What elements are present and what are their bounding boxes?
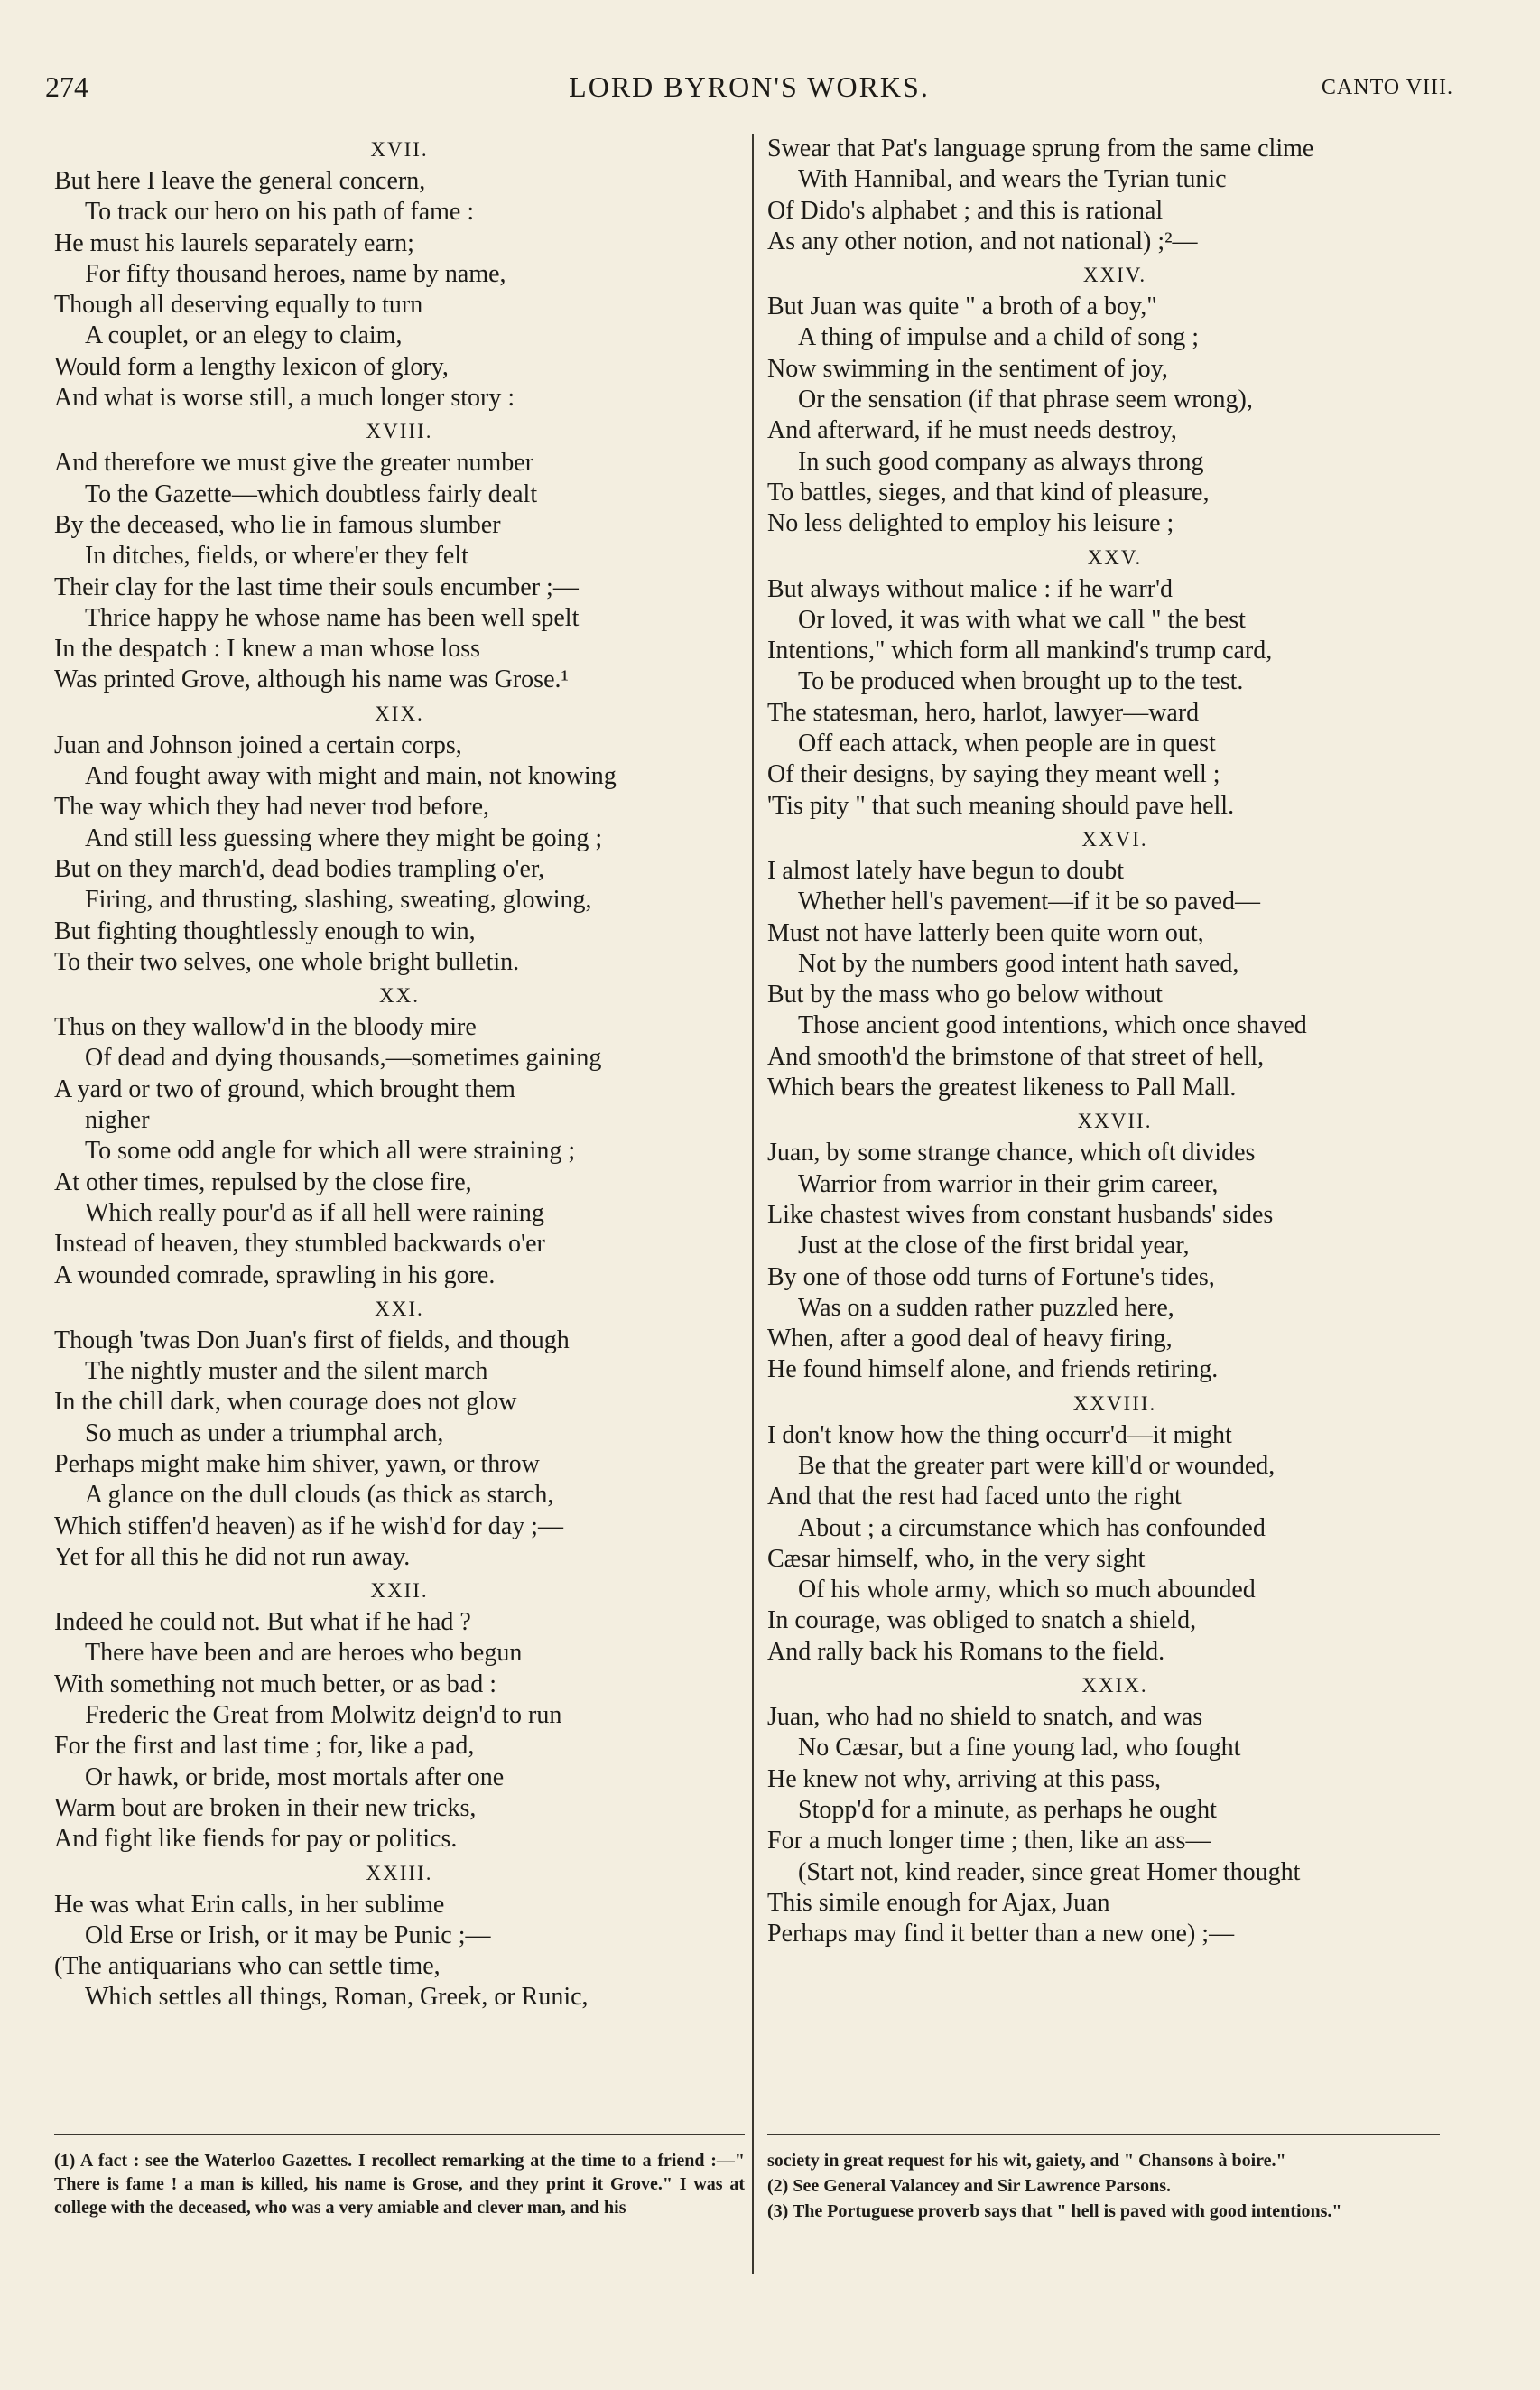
canto-label: CANTO VIII. <box>1321 76 1453 99</box>
verse-line: When, after a good deal of heavy firing, <box>767 1325 1173 1353</box>
footnotes-left <box>54 2149 745 2221</box>
verse-line: So much as under a triumphal arch, <box>85 1418 444 1447</box>
verse-line: He knew not why, arriving at this pass, <box>767 1764 1161 1793</box>
footnote-rule-right <box>767 2134 1440 2135</box>
stanza-number: XIX. <box>375 702 424 725</box>
verse-line: There have been and are heroes who begun <box>85 1639 523 1668</box>
stanza-number: XX. <box>379 984 420 1008</box>
footnote: (1) A fact : see the Waterloo Gazettes. I recollect remarking at the time to a friend :—" There is fame ! a man is killed, his name is Grose, and they print it Grove." I was at college with the deceased, who was a very amiable and clever man, and his <box>54 2151 745 2218</box>
verse-line: Of Dido's alphabet ; and this is rational <box>767 196 1164 225</box>
verse-line: He found himself alone, and friends retiring. <box>767 1355 1219 1384</box>
verse-line: Though 'twas Don Juan's first of fields, and though <box>54 1325 570 1354</box>
verse-line: 'Tis pity " that such meaning should pave hell. <box>767 791 1235 820</box>
verse-line: Of his whole army, which so much abounded <box>798 1576 1256 1604</box>
verse-line: Like chastest wives from constant husbands' sides <box>767 1200 1274 1229</box>
verse-line: Warm bout are broken in their new tricks, <box>54 1793 477 1822</box>
stanza-number: XXI. <box>375 1297 424 1320</box>
verse-line: To some odd angle for which all were straining ; <box>85 1137 576 1166</box>
page-number: 274 <box>45 70 88 103</box>
verse-line: Of dead and dying thousands,—sometimes gaining <box>85 1044 602 1073</box>
footnote: (3) The Portuguese proverb says that " hell is paved with good intentions." <box>767 2201 1342 2221</box>
verse-line: A couplet, or an elegy to claim, <box>85 321 403 350</box>
verse-line: At other times, repulsed by the close fire, <box>54 1167 472 1196</box>
footnote-rule-left <box>54 2134 745 2135</box>
verse-line: Or hawk, or bride, most mortals after one <box>85 1762 505 1791</box>
stanza <box>767 134 1462 257</box>
verse-line: Indeed he could not. But what if he had ? <box>54 1608 471 1637</box>
verse-line: For fifty thousand heroes, name by name, <box>85 259 506 288</box>
verse-line: Their clay for the last time their souls encumber ;— <box>54 572 579 601</box>
stanza <box>54 1575 745 1855</box>
verse-line: No Cæsar, but a fine young lad, who fought <box>798 1734 1241 1762</box>
verse-line: Was on a sudden rather puzzled here, <box>798 1293 1174 1322</box>
stanza-number: XVII. <box>370 138 429 161</box>
verse-line: Was printed Grove, although his name was Grose.¹ <box>54 665 569 694</box>
verse-line: Be that the greater part were kill'd or wounded, <box>798 1451 1276 1480</box>
stanza <box>767 259 1462 539</box>
verse-line: Intentions," which form all mankind's trump card, <box>767 637 1273 665</box>
verse-line: The way which they had never trod before, <box>54 793 490 822</box>
verse-line: But here I leave the general concern, <box>54 167 426 195</box>
footnote: (2) See General Valancey and Sir Lawrence Parsons. <box>767 2176 1172 2196</box>
verse-line: And smooth'd the brimstone of that street of hell, <box>767 1042 1265 1071</box>
verse-line: To their two selves, one whole bright bulletin. <box>54 947 520 976</box>
verse-line: Juan, who had no shield to snatch, and was <box>767 1703 1203 1732</box>
verse-line: To be produced when brought up to the test. <box>798 667 1244 696</box>
verse-line: But by the mass who go below without <box>767 981 1163 1009</box>
verse-line: Must not have latterly been quite worn out, <box>767 918 1204 947</box>
verse-line: But on they march'd, dead bodies trampling o'er, <box>54 854 545 883</box>
verse-line: (Start not, kind reader, since great Homer thought <box>798 1857 1301 1886</box>
stanza <box>54 134 745 414</box>
stanza <box>54 980 745 1291</box>
verse-line: And afterward, if he must needs destroy, <box>767 416 1177 445</box>
verse-line: He must his laurels separately earn; <box>54 228 414 257</box>
verse-line: Or the sensation (if that phrase seem wrong), <box>798 386 1253 414</box>
verse-line: A thing of impulse and a child of song ; <box>798 323 1200 352</box>
stanza-number: XXV. <box>1087 545 1143 569</box>
verse-line: Whether hell's pavement—if it be so paved— <box>798 888 1260 916</box>
stanza <box>767 823 1462 1103</box>
verse-line: And what is worse still, a much longer story : <box>54 384 515 413</box>
verse-line: (The antiquarians who can settle time, <box>54 1952 441 1981</box>
stanza <box>54 698 745 978</box>
verse-line: Thus on they wallow'd in the bloody mire <box>54 1013 477 1042</box>
verse-line: Swear that Pat's language sprung from the same clime <box>767 135 1314 163</box>
left-column <box>54 134 745 2013</box>
verse-line: I almost lately have begun to doubt <box>767 856 1125 885</box>
verse-line: A glance on the dull clouds (as thick as starch, <box>85 1481 554 1510</box>
stanza <box>54 1293 745 1573</box>
stanza-number: XXIV. <box>1082 264 1147 287</box>
verse-line: And that the rest had faced unto the right <box>767 1483 1182 1511</box>
stanza-number: XXII. <box>370 1579 429 1603</box>
verse-line: And fight like fiends for pay or politics. <box>54 1825 458 1854</box>
verse-line: Which bears the greatest likeness to Pall Mall. <box>767 1074 1237 1102</box>
verse-line: As any other notion, and not national) ;²— <box>767 227 1198 256</box>
verse-line: In the chill dark, when courage does not glow <box>54 1388 517 1417</box>
verse-line: But Juan was quite " a broth of a boy," <box>767 293 1157 321</box>
verse-line: No less delighted to employ his leisure ; <box>767 509 1174 538</box>
stanza <box>54 1857 745 2013</box>
verse-line: In such good company as always throng <box>798 447 1204 476</box>
verse-line: Old Erse or Irish, or it may be Punic ;— <box>85 1920 491 1949</box>
verse-line: He was what Erin calls, in her sublime <box>54 1890 445 1919</box>
stanza <box>767 1105 1462 1385</box>
verse-line: Which really pour'd as if all hell were raining <box>85 1198 544 1227</box>
verse-line: And still less guessing where they might be going ; <box>85 823 603 852</box>
verse-line: Though all deserving equally to turn <box>54 291 423 320</box>
verse-line: Firing, and thrusting, slashing, sweating, glowing, <box>85 886 592 915</box>
running-header <box>45 70 1453 116</box>
verse-line: By the deceased, who lie in famous slumber <box>54 510 501 539</box>
verse-line: With Hannibal, and wears the Tyrian tunic <box>798 165 1227 194</box>
verse-line: The statesman, hero, harlot, lawyer—ward <box>767 698 1200 727</box>
verse-line: With something not much better, or as bad : <box>54 1669 496 1698</box>
footnotes-right <box>767 2149 1440 2225</box>
verse-line: I don't know how the thing occurr'd—it might <box>767 1420 1232 1449</box>
verse-line: Juan, by some strange chance, which oft divides <box>767 1139 1256 1167</box>
verse-line: About ; a circumstance which has confounded <box>798 1513 1266 1542</box>
verse-line: By one of those odd turns of Fortune's tides, <box>767 1262 1215 1291</box>
footnote: society in great request for his wit, gaiety, and " Chansons à boire." <box>767 2151 1286 2171</box>
verse-line: Perhaps might make him shiver, yawn, or throw <box>54 1449 540 1478</box>
verse-line: Now swimming in the sentiment of joy, <box>767 354 1168 383</box>
verse-line: The nightly muster and the silent march <box>85 1357 488 1386</box>
verse-line: In ditches, fields, or where'er they felt <box>85 542 468 571</box>
verse-line: And therefore we must give the greater number <box>54 449 534 478</box>
verse-line: Perhaps may find it better than a new one) ;— <box>767 1920 1235 1948</box>
verse-line: For a much longer time ; then, like an ass— <box>767 1827 1211 1855</box>
verse-line: Juan and Johnson joined a certain corps, <box>54 730 462 759</box>
verse-line: Instead of heaven, they stumbled backwards o'er <box>54 1230 545 1259</box>
verse-line: For the first and last time ; for, like a pad, <box>54 1732 475 1761</box>
stanza <box>54 415 745 695</box>
stanza <box>767 542 1462 822</box>
verse-line: But fighting thoughtlessly enough to win, <box>54 916 476 945</box>
verse-line: Cæsar himself, who, in the very sight <box>767 1544 1146 1573</box>
stanza-number: XXVII. <box>1077 1110 1153 1133</box>
verse-line: This simile enough for Ajax, Juan <box>767 1888 1110 1917</box>
verse-line: A wounded comrade, sprawling in his gore. <box>54 1260 496 1289</box>
verse-line: Just at the close of the first bridal year, <box>798 1232 1190 1260</box>
verse-line: Frederic the Great from Molwitz deign'd to run <box>85 1701 562 1730</box>
verse-line: Would form a lengthy lexicon of glory, <box>54 352 449 381</box>
verse-line: Which stiffen'd heaven) as if he wish'd for day ;— <box>54 1511 563 1540</box>
verse-line: To track our hero on his path of fame : <box>85 198 475 227</box>
stanza <box>767 1388 1462 1668</box>
stanza-number: XXVI. <box>1081 827 1148 851</box>
verse-line: And rally back his Romans to the field. <box>767 1637 1165 1666</box>
stanza-number: XXVIII. <box>1072 1391 1157 1415</box>
verse-line: In courage, was obliged to snatch a shield, <box>767 1606 1197 1635</box>
verse-line: Or loved, it was with what we call " the best <box>798 605 1246 634</box>
verse-line: Yet for all this he did not run away. <box>54 1542 411 1571</box>
verse-line: Not by the numbers good intent hath saved, <box>798 949 1239 978</box>
verse-line: To battles, sieges, and that kind of pleasure, <box>767 478 1210 507</box>
verse-line: Stopp'd for a minute, as perhaps he ought <box>798 1795 1217 1824</box>
stanza <box>767 1669 1462 1949</box>
column-divider <box>752 134 754 2274</box>
stanza-number: XVIII. <box>366 420 433 443</box>
verse-line: And fought away with might and main, not knowing <box>85 762 617 791</box>
verse-line: Thrice happy he whose name has been well spelt <box>85 603 580 632</box>
verse-line: In the despatch : I knew a man whose loss <box>54 635 480 664</box>
verse-line: Which settles all things, Roman, Greek, or Runic, <box>85 1983 589 2012</box>
verse-line: nigher <box>85 1106 150 1135</box>
right-column <box>767 134 1462 1949</box>
verse-line: Warrior from warrior in their grim career, <box>798 1169 1219 1198</box>
verse-line: Those ancient good intentions, which once shaved <box>798 1011 1307 1040</box>
stanza-number: XXIX. <box>1081 1674 1148 1697</box>
verse-line: But always without malice : if he warr'd <box>767 574 1174 603</box>
verse-line: Of their designs, by saying they meant well ; <box>767 760 1220 789</box>
verse-line: Off each attack, when people are in quest <box>798 730 1216 758</box>
verse-line: A yard or two of ground, which brought them <box>54 1074 515 1103</box>
stanza-number: XXIII. <box>366 1861 433 1884</box>
running-title: LORD BYRON'S WORKS. <box>569 70 930 103</box>
verse-line: To the Gazette—which doubtless fairly dealt <box>85 479 538 508</box>
